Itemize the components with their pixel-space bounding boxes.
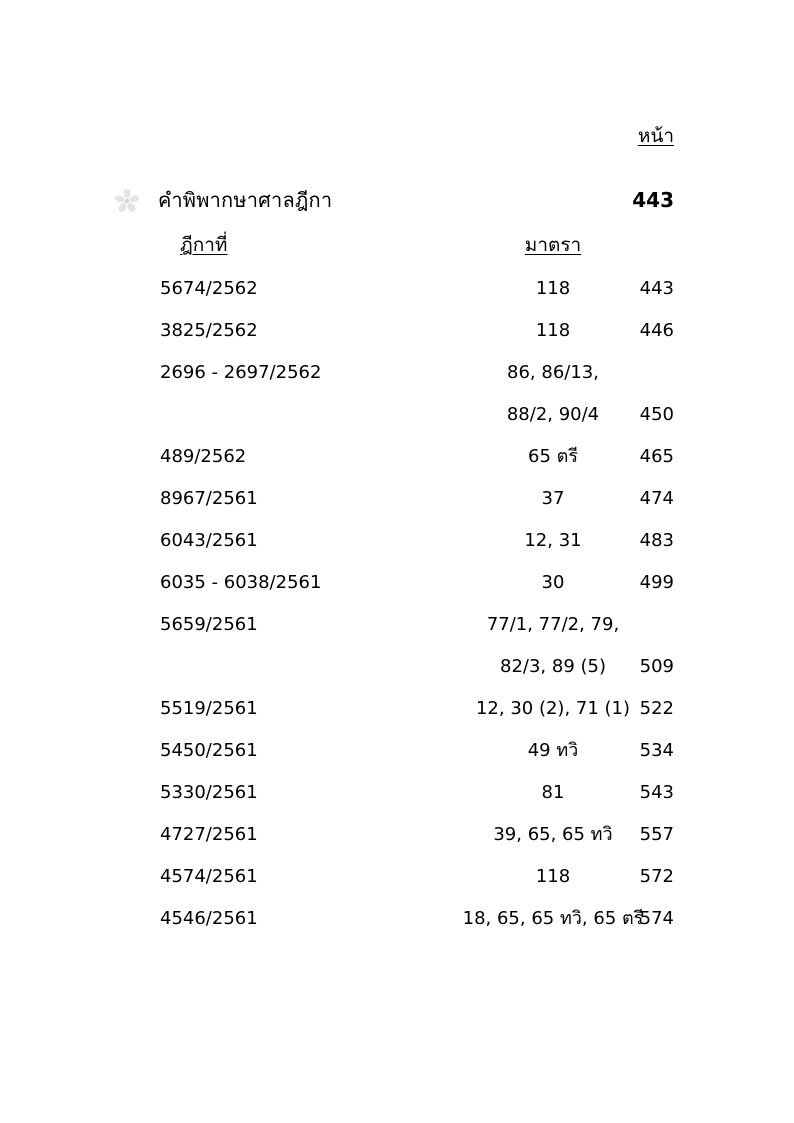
column-header-section-label: มาตรา xyxy=(524,234,582,256)
table-row xyxy=(0,442,674,484)
flower-bullet-icon xyxy=(114,188,140,214)
table-row xyxy=(0,820,674,862)
cell-page-number: 446 xyxy=(639,320,674,341)
page-title: คำพิพากษาศาลฎีกา xyxy=(158,188,333,212)
cell-page-number: 534 xyxy=(639,740,674,761)
page-column-header xyxy=(0,124,674,148)
cell-section: 77/1, 77/2, 79, xyxy=(486,614,620,635)
cell-page-number: 483 xyxy=(639,530,674,551)
cell-page-number: 509 xyxy=(639,656,674,677)
cell-page-number: 465 xyxy=(639,446,674,467)
cell-page-number: 574 xyxy=(639,908,674,929)
cell-case-number: 4546/2561 xyxy=(160,908,258,929)
cell-section: 118 xyxy=(535,320,571,341)
table-row xyxy=(0,694,674,736)
cell-page-number: 543 xyxy=(639,782,674,803)
cell-section-line2: 88/2, 90/4 xyxy=(506,404,600,425)
cell-section: 12, 30 (2), 71 (1) xyxy=(475,698,631,719)
cell-page-number: 557 xyxy=(639,824,674,845)
cell-section: 39, 65, 65 ทวิ xyxy=(493,824,613,845)
column-header-case-number xyxy=(180,232,227,258)
table-row xyxy=(0,904,674,946)
cell-section: 18, 65, 65 ทวิ, 65 ตรี xyxy=(462,908,644,929)
cell-case-number: 5450/2561 xyxy=(160,740,258,761)
cell-page-number: 572 xyxy=(639,866,674,887)
cell-page-number: 474 xyxy=(639,488,674,509)
column-header-case-number-label: ฎีกาที่ xyxy=(180,234,228,256)
section-title-row xyxy=(0,186,674,216)
cell-section: 81 xyxy=(541,782,565,803)
cell-case-number: 5659/2561 xyxy=(160,614,258,635)
cell-section: 118 xyxy=(535,278,571,299)
page-column-header-label: หน้า xyxy=(637,125,674,147)
cell-case-number: 5519/2561 xyxy=(160,698,258,719)
cell-case-number: 2696 - 2697/2562 xyxy=(160,362,322,383)
cell-case-number: 4574/2561 xyxy=(160,866,258,887)
cell-section: 37 xyxy=(541,488,565,509)
table-row xyxy=(0,568,674,610)
cell-case-number: 6035 - 6038/2561 xyxy=(160,572,322,593)
table-row xyxy=(0,862,674,904)
cell-case-number: 6043/2561 xyxy=(160,530,258,551)
cell-section-line2: 82/3, 89 (5) xyxy=(500,656,606,677)
table-row xyxy=(0,484,674,526)
table-row xyxy=(0,316,674,358)
table-row xyxy=(0,610,674,694)
table-row xyxy=(0,274,674,316)
cell-page-number: 443 xyxy=(639,278,674,299)
table-row xyxy=(0,358,674,442)
cell-section: 49 ทวิ xyxy=(527,740,579,761)
cell-case-number: 3825/2562 xyxy=(160,320,258,341)
cell-case-number: 489/2562 xyxy=(160,446,247,467)
section-title-page-number: 443 xyxy=(632,188,674,212)
cell-section: 86, 86/13, xyxy=(507,362,599,383)
table-row xyxy=(0,526,674,568)
table-row xyxy=(0,778,674,820)
cell-case-number: 5674/2562 xyxy=(160,278,258,299)
cell-page-number: 450 xyxy=(639,404,674,425)
table-row xyxy=(0,736,674,778)
cell-section: 118 xyxy=(535,866,571,887)
cell-case-number: 4727/2561 xyxy=(160,824,258,845)
cell-page-number: 522 xyxy=(639,698,674,719)
cell-section: 12, 31 xyxy=(524,530,582,551)
cell-section: 30 xyxy=(541,572,565,593)
cell-case-number: 8967/2561 xyxy=(160,488,258,509)
cell-page-number: 499 xyxy=(639,572,674,593)
case-index-table xyxy=(0,274,674,946)
table-column-headers xyxy=(0,232,674,260)
cell-section: 65 ตรี xyxy=(528,446,578,467)
column-header-section xyxy=(453,232,653,258)
cell-case-number: 5330/2561 xyxy=(160,782,258,803)
